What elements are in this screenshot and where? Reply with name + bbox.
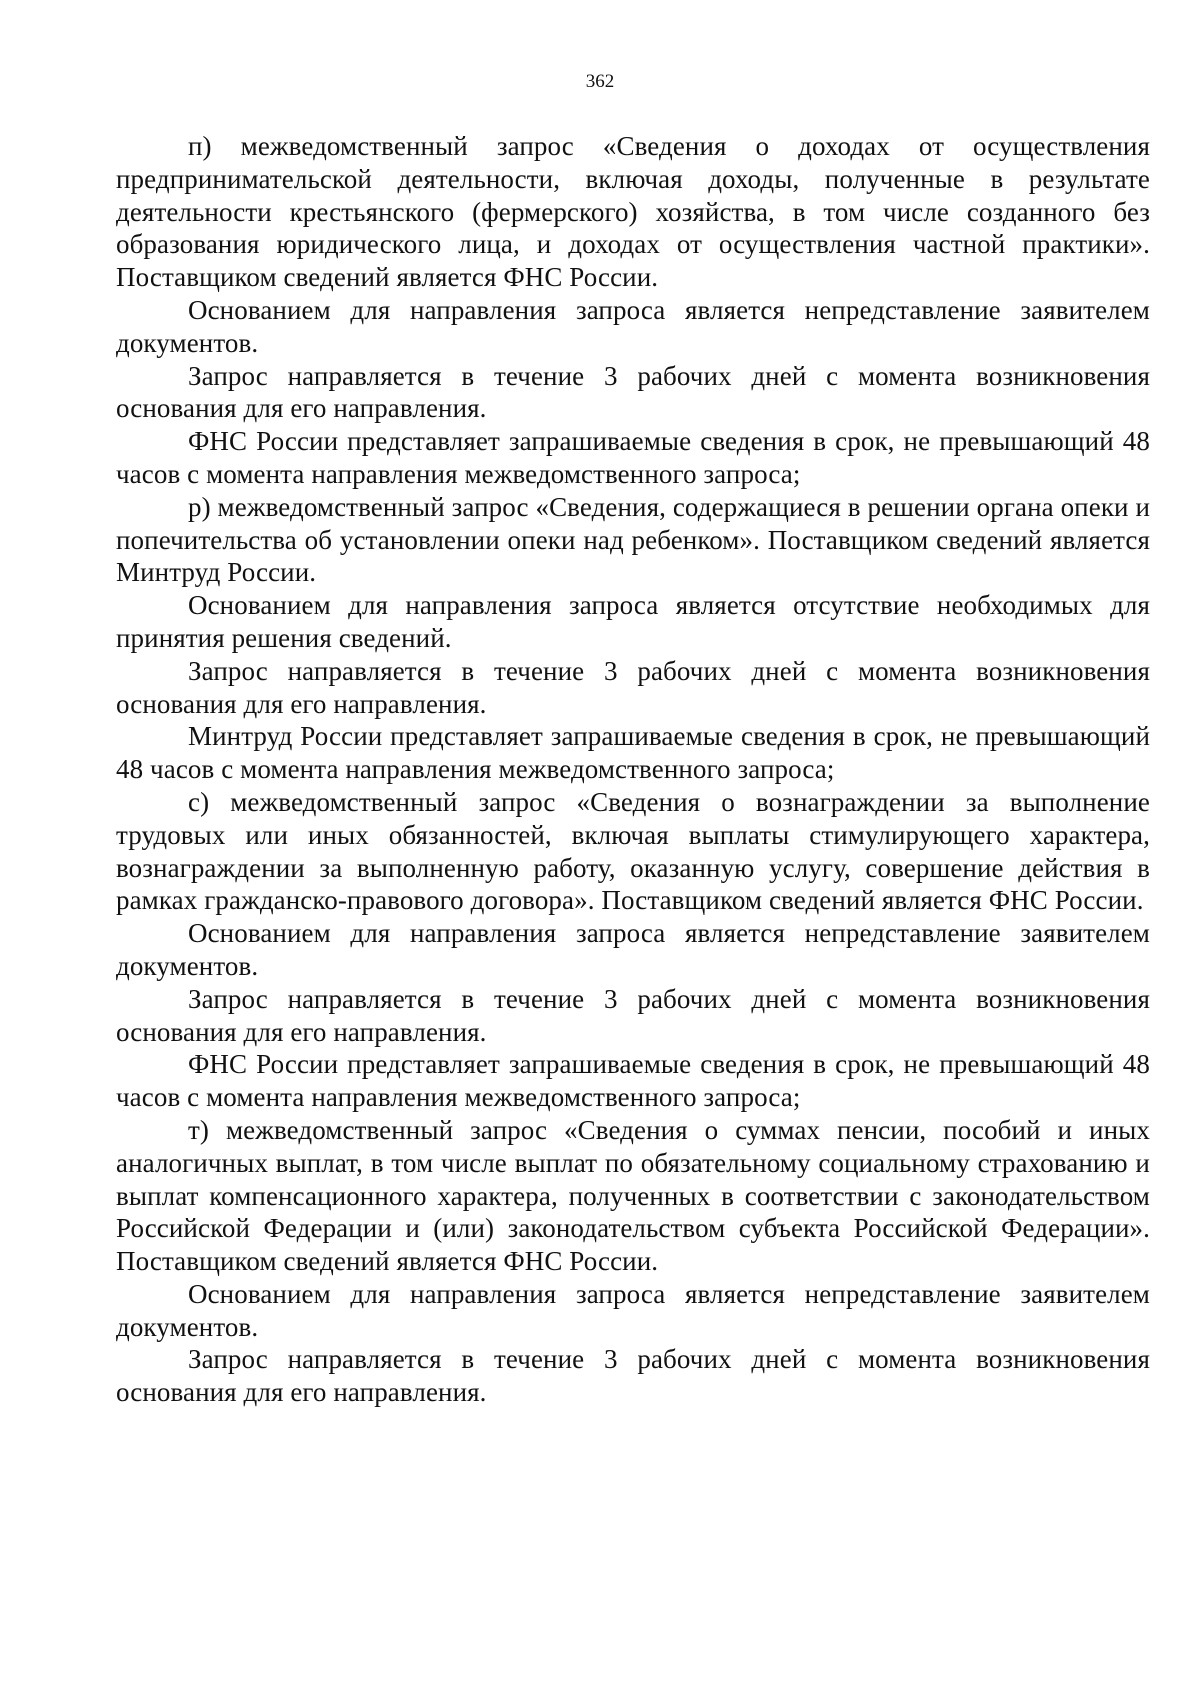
- paragraph-response-term: ФНС России представляет запрашиваемые сведения в срок, не превышающий 48 часов с момента направления межведомственного запроса;: [116, 1049, 1150, 1113]
- paragraph-item-r: р) межведомственный запрос «Сведения, содержащиеся в решении органа опеки и попечительства об установлении опеки над ребенком». Поставщиком сведений является Минтруд России.: [116, 491, 1150, 588]
- paragraph-deadline: Запрос направляется в течение 3 рабочих дней с момента возникновения основания для его направления.: [116, 360, 1150, 424]
- paragraph-item-s: с) межведомственный запрос «Сведения о вознаграждении за выполнение трудовых или иных обязанностей, включая выплаты стимулирующего характера, вознаграждении за выполненную работу, оказанную услугу, совершение действия в рамках гражданско-правового договора». Поставщиком сведений является ФНС России.: [116, 786, 1150, 916]
- paragraph-deadline: Запрос направляется в течение 3 рабочих дней с момента возникновения основания для его направления.: [116, 1344, 1150, 1408]
- paragraph-item-t: т) межведомственный запрос «Сведения о суммах пенсии, пособий и иных аналогичных выплат, в том числе выплат по обязательному социальному страхованию и выплат компенсационного характера, полученных в соответствии с законодательством Российской Федерации и (или) законодательством субъекта Российской Федерации». Поставщиком сведений является ФНС России.: [116, 1114, 1150, 1277]
- paragraph-response-term: Минтруд России представляет запрашиваемые сведения в срок, не превышающий 48 часов с момента направления межведомственного запроса;: [116, 721, 1150, 785]
- paragraph-basis: Основанием для направления запроса является непредставление заявителем документов.: [116, 1278, 1150, 1342]
- paragraph-basis: Основанием для направления запроса является отсутствие необходимых для принятия решения сведений.: [116, 590, 1150, 653]
- paragraph-deadline: Запрос направляется в течение 3 рабочих дней с момента возникновения основания для его направления.: [116, 655, 1150, 719]
- paragraph-item-p: п) межведомственный запрос «Сведения о доходах от осуществления предпринимательской деятельности, включая доходы, полученные в результате деятельности крестьянского (фермерского) хозяйства, в том числе созданного без образования юридического лица, и доходах от осуществления частной практики». Поставщиком сведений является ФНС России.: [116, 131, 1150, 293]
- document-body: [116, 130, 1150, 1409]
- paragraph-deadline: Запрос направляется в течение 3 рабочих дней с момента возникновения основания для его направления.: [116, 983, 1150, 1047]
- page-number: 362: [585, 71, 615, 92]
- paragraph-basis: Основанием для направления запроса является непредставление заявителем документов.: [116, 294, 1150, 358]
- paragraph-response-term: ФНС России представляет запрашиваемые сведения в срок, не превышающий 48 часов с момента направления межведомственного запроса;: [116, 426, 1150, 489]
- paragraph-basis: Основанием для направления запроса является непредставление заявителем документов.: [116, 918, 1150, 981]
